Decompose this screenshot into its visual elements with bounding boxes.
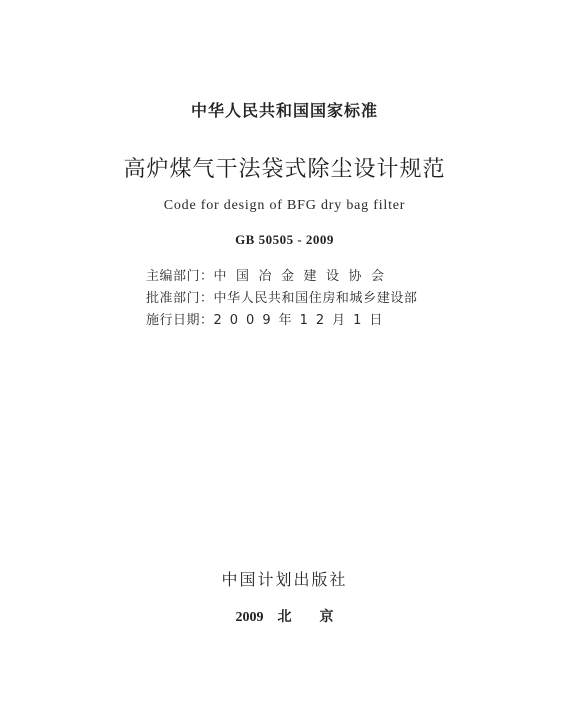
imprint-year: 2009 <box>235 610 264 625</box>
approver-row <box>146 288 418 310</box>
standard-code: GB 50505 - 2009 <box>235 232 334 247</box>
document-title-english: Code for design of BFG dry bag filter <box>163 198 406 213</box>
publisher-name: 中国计划出版社 <box>221 570 348 589</box>
editor-row <box>146 266 418 288</box>
editor-value: 中国冶金建设协会 <box>213 269 394 284</box>
editor-label: 主编部门： <box>146 269 214 284</box>
effective-date-row <box>146 310 418 332</box>
effective-date-label: 施行日期： <box>146 313 214 328</box>
imprint-line <box>0 606 569 626</box>
imprint-city-second: 京 <box>319 610 334 625</box>
approver-value: 中华人民共和国住房和城乡建设部 <box>213 291 418 306</box>
issuance-metadata <box>146 266 418 332</box>
effective-date-value: 2009年12月1日 <box>213 313 391 328</box>
document-title-chinese: 高炉煤气干法袋式除尘设计规范 <box>123 157 446 182</box>
standard-series-heading: 中华人民共和国国家标准 <box>190 101 378 120</box>
approver-label: 批准部门： <box>146 291 214 306</box>
imprint-city-first: 北 <box>277 610 292 625</box>
